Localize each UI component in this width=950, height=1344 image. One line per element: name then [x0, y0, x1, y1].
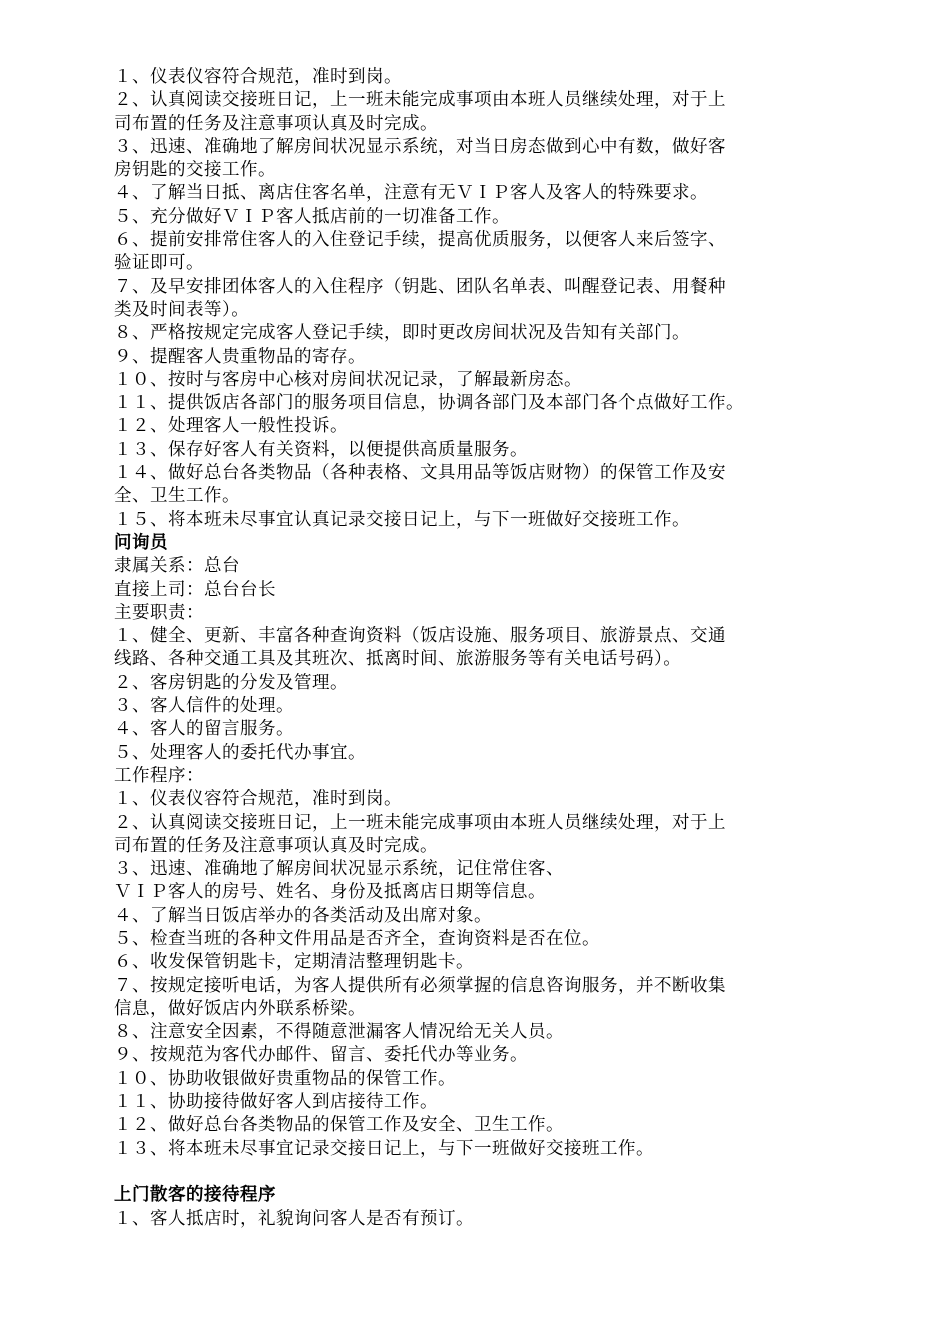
text-line: 工作程序：: [114, 765, 204, 786]
text-line: ３、客人信件的处理。: [114, 696, 294, 717]
text-line: 主要职责：: [114, 602, 204, 623]
text-line: ５、检查当班的各种文件用品是否齐全，查询资料是否在位。: [114, 928, 600, 949]
text-line: ２、客房钥匙的分发及管理。: [114, 672, 348, 693]
text-line: １５、将本班未尽事宜认真记录交接日记上，与下一班做好交接班工作。: [114, 509, 690, 530]
text-line: ３、迅速、准确地了解房间状况显示系统，记住常住客、: [114, 859, 564, 880]
text-line: 直接上司：总台台长: [114, 579, 276, 600]
text-line: ７、按规定接听电话，为客人提供所有必须掌握的信息咨询服务，并不断收集: [114, 975, 726, 996]
text-line: 隶属关系：总台: [114, 556, 240, 577]
text-line: ９、按规范为客代办邮件、留言、委托代办等业务。: [114, 1045, 528, 1066]
text-line: １１、提供饭店各部门的服务项目信息，协调各部门及本部门各个点做好工作。: [114, 393, 744, 414]
text-line: ２、认真阅读交接班日记，上一班未能完成事项由本班人员继续处理，对于上: [114, 90, 726, 111]
text-line: 司布置的任务及注意事项认真及时完成。: [114, 835, 438, 856]
text-line: １３、保存好客人有关资料，以便提供高质量服务。: [114, 439, 528, 460]
blank-line: [114, 1161, 890, 1184]
text-line: １、客人抵店时，礼貌询问客人是否有预订。: [114, 1208, 474, 1229]
text-line: １、仪表仪容符合规范，准时到岗。: [114, 67, 402, 87]
text-line: ５、充分做好ＶＩＰ客人抵店前的一切准备工作。: [114, 206, 510, 227]
section-heading: 上门散客的接待程序: [114, 1185, 276, 1206]
text-line: ３、迅速、准确地了解房间状况显示系统，对当日房态做到心中有数，做好客: [114, 136, 726, 157]
text-line: ＶＩＰ客人的房号、姓名、身份及抵离店日期等信息。: [114, 882, 546, 903]
text-line: １０、协助收银做好贵重物品的保管工作。: [114, 1068, 456, 1089]
text-line: ２、认真阅读交接班日记，上一班未能完成事项由本班人员继续处理，对于上: [114, 812, 726, 833]
text-line: １３、将本班未尽事宜记录交接日记上，与下一班做好交接班工作。: [114, 1138, 654, 1159]
text-line: ７、及早安排团体客人的入住程序（钥匙、团队名单表、叫醒登记表、用餐种: [114, 276, 726, 297]
text-line: 验证即可。: [114, 253, 204, 274]
text-line: １２、做好总台各类物品的保管工作及安全、卫生工作。: [114, 1115, 564, 1136]
text-line: 线路、各种交通工具及其班次、抵离时间、旅游服务等有关电话号码）。: [114, 649, 682, 670]
text-line: 司布置的任务及注意事项认真及时完成。: [114, 113, 438, 134]
text-line: ８、注意安全因素，不得随意泄漏客人情况给无关人员。: [114, 1022, 564, 1043]
text-line: 信息，做好饭店内外联系桥梁。: [114, 998, 366, 1019]
text-line: １０、按时与客房中心核对房间状况记录，了解最新房态。: [114, 369, 582, 390]
text-line: ６、收发保管钥匙卡，定期清洁整理钥匙卡。: [114, 952, 474, 973]
text-line: 全、卫生工作。: [114, 486, 240, 507]
text-line: 类及时间表等）。: [114, 299, 250, 320]
text-line: ４、客人的留言服务。: [114, 719, 294, 740]
section-heading: 问询员: [114, 532, 168, 553]
text-line: １、健全、更新、丰富各种查询资料（饭店设施、服务项目、旅游景点、交通: [114, 626, 726, 647]
text-line: １２、处理客人一般性投诉。: [114, 416, 348, 437]
text-line: ４、了解当日抵、离店住客名单，注意有无ＶＩＰ客人及客人的特殊要求。: [114, 183, 708, 204]
text-line: ４、了解当日饭店举办的各类活动及出席对象。: [114, 905, 492, 926]
text-line: １、仪表仪容符合规范，准时到岗。: [114, 789, 402, 810]
text-line: 房钥匙的交接工作。: [114, 160, 276, 181]
text-line: ８、严格按规定完成客人登记手续，即时更改房间状况及告知有关部门。: [114, 323, 690, 344]
text-line: １４、做好总台各类物品（各种表格、文具用品等饭店财物）的保管工作及安: [114, 463, 726, 484]
text-line: ９、提醒客人贵重物品的寄存。: [114, 346, 366, 367]
text-line: ６、提前安排常住客人的入住登记手续，提高优质服务，以便客人来后签字、: [114, 230, 726, 251]
text-line: ５、处理客人的委托代办事宜。: [114, 742, 366, 763]
text-line: １１、协助接待做好客人到店接待工作。: [114, 1092, 438, 1113]
